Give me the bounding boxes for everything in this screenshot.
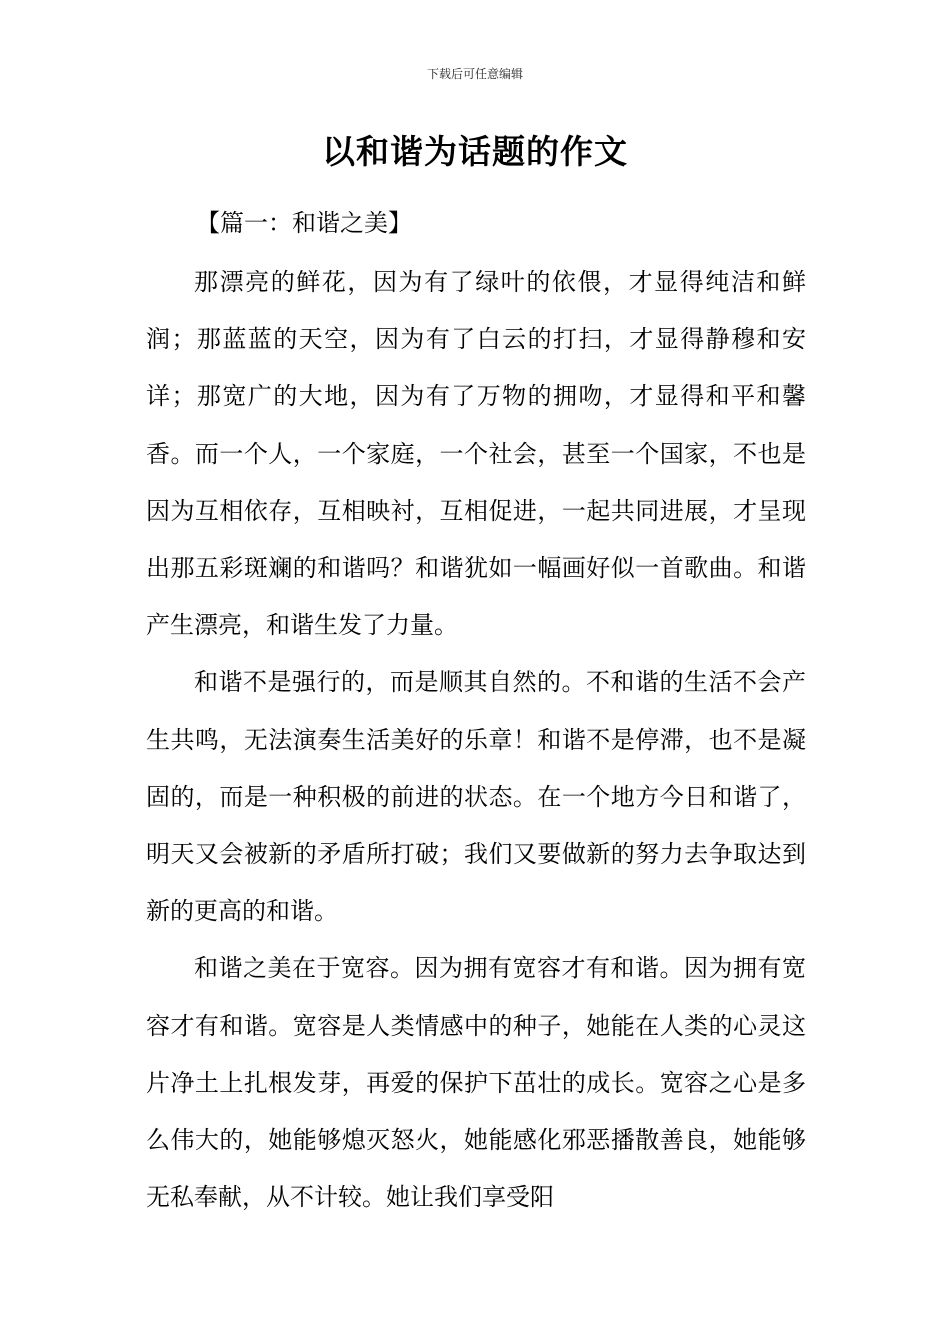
paragraph: 和谐之美在于宽容。因为拥有宽容才有和谐。因为拥有宽容才有和谐。宽容是人类情感中的种子，她能在人类的心灵这片净土上扎根发芽，再爱的保护下茁壮的成长。宽容之心是多么伟大的，她能够熄灭怒火，她能感化邪恶播散善良，她能够无私奉献，从不计较。她让我们享受阳	[146, 954, 806, 1212]
document-title: 以和谐为话题的作文	[322, 132, 628, 171]
paragraph: 那漂亮的鲜花，因为有了绿叶的依偎，才显得纯洁和鲜润；那蓝蓝的天空，因为有了白云的打扫，才显得静穆和安详；那宽广的大地，因为有了万物的拥吻，才显得和平和馨香。而一个人，一个家庭，一个社会，甚至一个国家，不也是因为互相依存，互相映衬，互相促进，一起共同进展，才呈现出那五彩斑斓的和谐吗？和谐犹如一幅画好似一首歌曲。和谐产生漂亮，和谐生发了力量。	[146, 268, 806, 640]
section-heading: 【篇一：和谐之美】	[196, 209, 412, 237]
paragraph: 和谐不是强行的，而是顺其自然的。不和谐的生活不会产生共鸣，无法演奏生活美好的乐章！和谐不是停滞，也不是凝固的，而是一种积极的前进的状态。在一个地方今日和谐了，明天又会被新的矛盾所打破；我们又要做新的努力去争取达到新的更高的和谐。	[146, 668, 806, 926]
header-note: 下载后可任意编辑	[426, 67, 523, 81]
essay-body	[146, 254, 806, 1226]
